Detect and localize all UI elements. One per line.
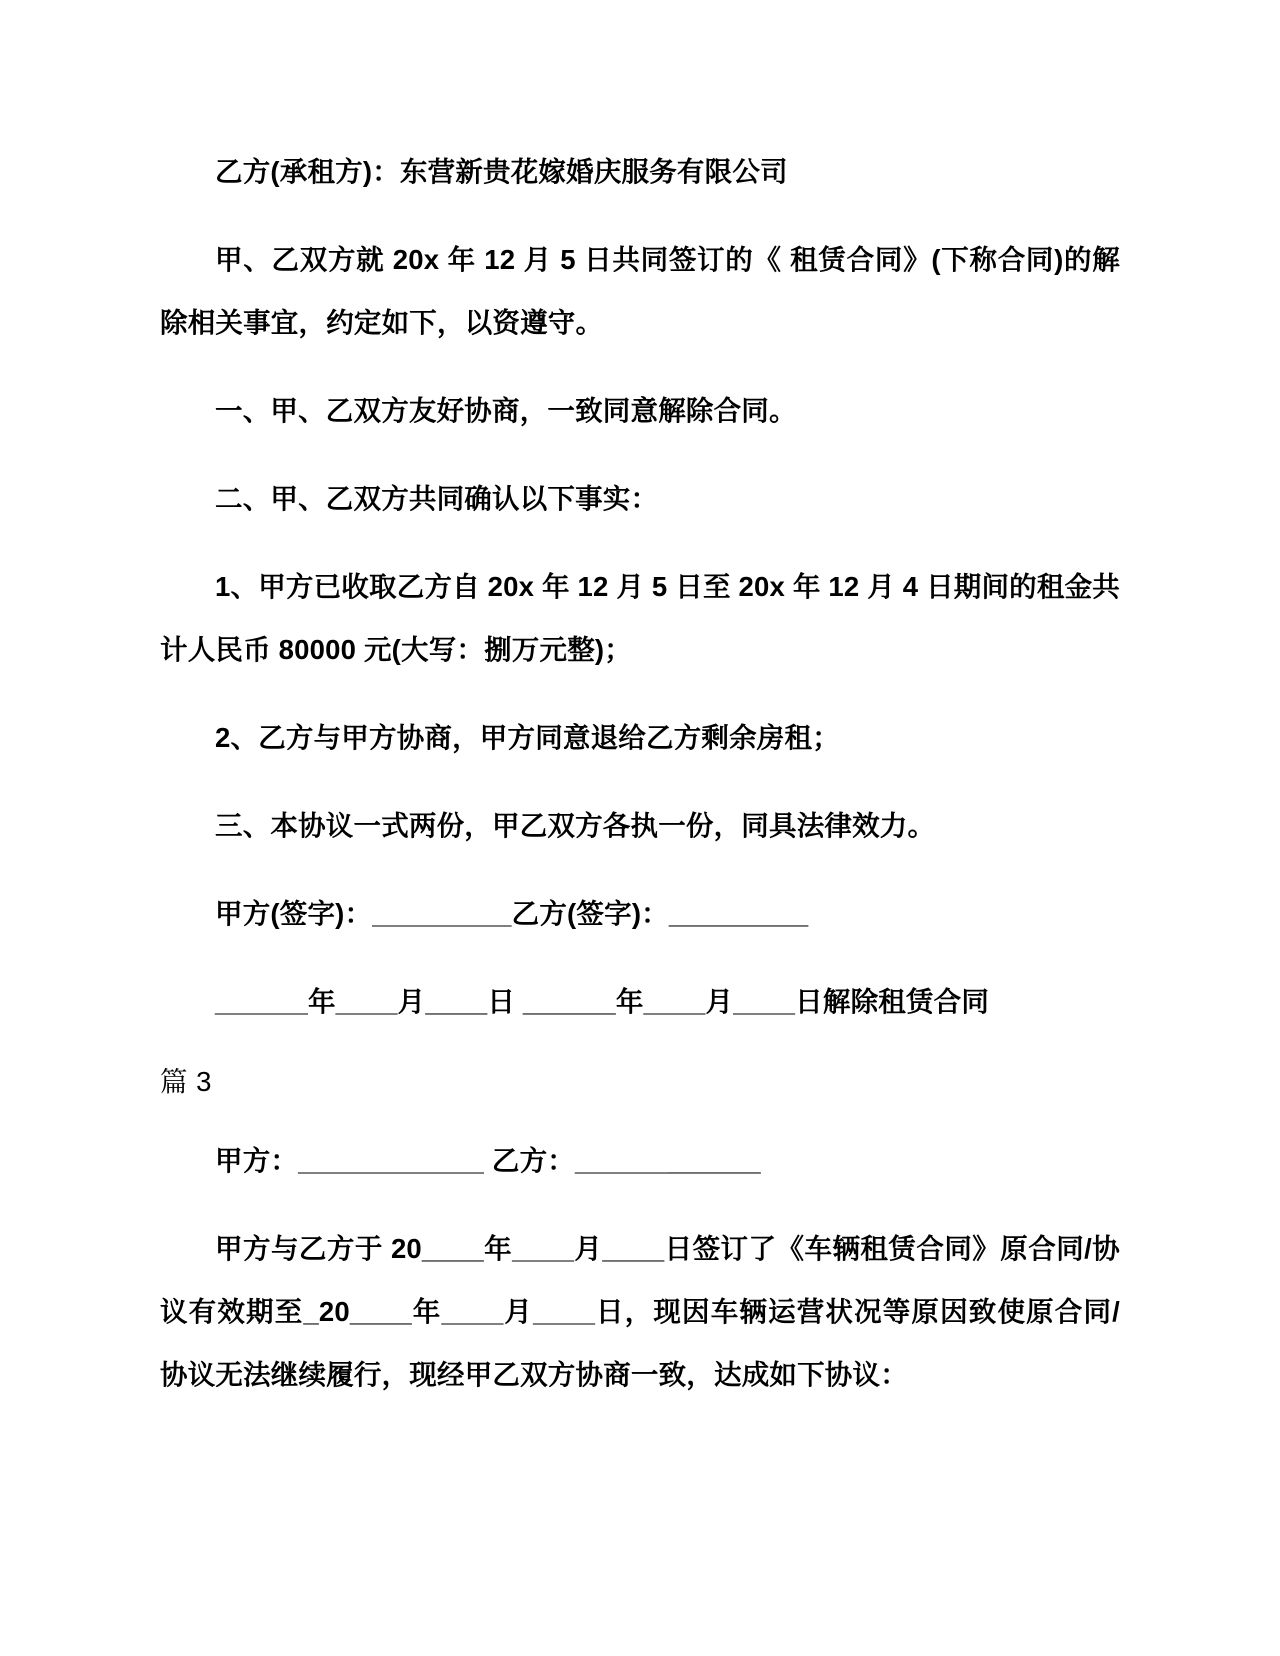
paragraph-clause-2: 二、甲、乙双方共同确认以下事实： <box>215 483 659 514</box>
paragraph-date-line: ______年____月____日 ______年____月____日解除租赁合同 <box>215 986 990 1017</box>
paragraph-clause-1: 一、甲、乙双方友好协商，一致同意解除合同。 <box>215 395 797 426</box>
section-break-label: 篇 3 <box>160 1066 212 1097</box>
paragraph-clause-2-item-1: 1、甲方已收取乙方自 20x 年 12 月 5 日至 20x 年 12 月 4 日期间的租金共计人民币 80000 元(大写：捌万元整)； <box>160 571 1120 665</box>
paragraph-preamble: 甲、乙双方就 20x 年 12 月 5 日共同签订的《 租赁合同》(下称合同)的解除相关事宜，约定如下，以资遵守。 <box>160 244 1120 338</box>
paragraph-clause-2-item-2: 2、乙方与甲方协商，甲方同意退给乙方剩余房租； <box>215 722 840 753</box>
paragraph-party-b-line: 乙方(承租方)：东营新贵花嫁婚庆服务有限公司 <box>215 156 788 187</box>
paragraph-clause-3: 三、本协议一式两份，甲乙双方各执一份，同具法律效力。 <box>215 810 936 841</box>
paragraph-signature-line: 甲方(签字)：_________乙方(签字)：_________ <box>215 898 809 929</box>
paragraph-party-fields: 甲方：____________ 乙方：____________ <box>215 1145 761 1176</box>
paragraph-vehicle-lease-preamble: 甲方与乙方于 20____年____月____日签订了《车辆租赁合同》原合同/协议有效期至_20____年____月____日，现因车辆运营状况等原因致使原合同/协议无法继续履行，现经甲乙双方协商一致，达成如下协议： <box>160 1233 1120 1390</box>
document-body <box>160 140 1120 1406</box>
